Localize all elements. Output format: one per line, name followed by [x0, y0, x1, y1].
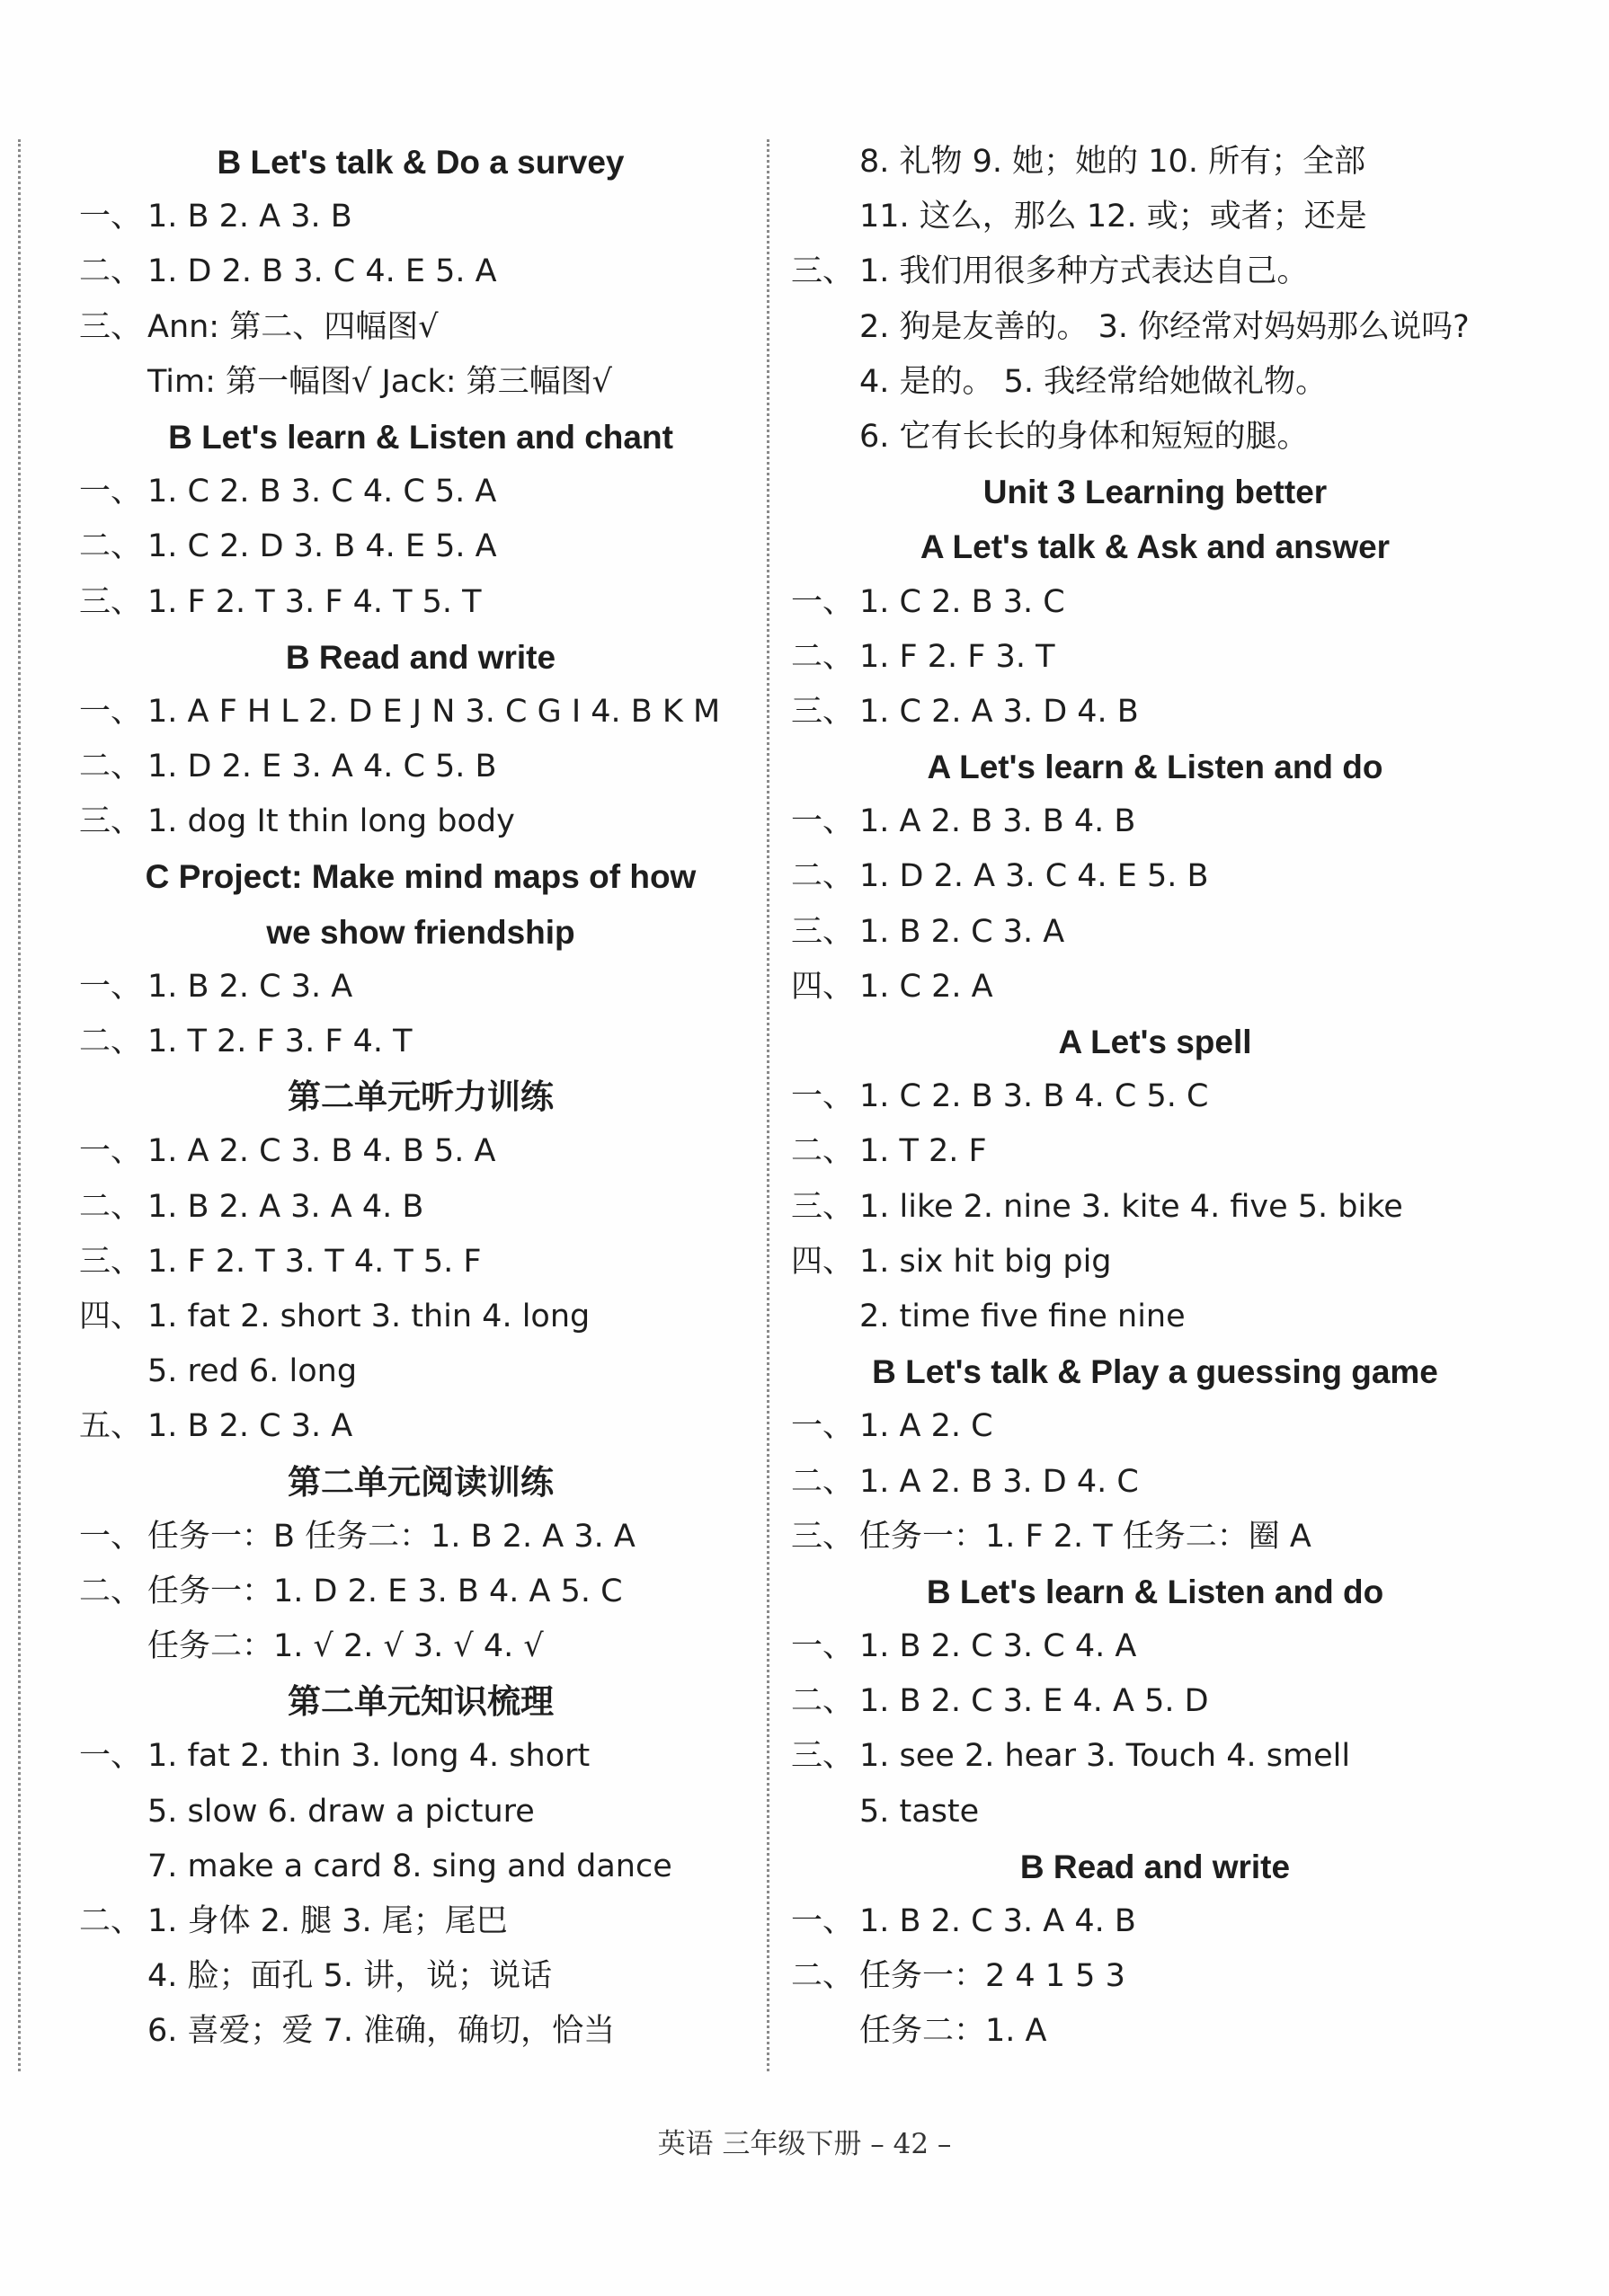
- section-heading: 第二单元阅读训练: [288, 1463, 554, 1501]
- answer-text: 1. B 2. C 3. A: [147, 968, 353, 1005]
- answer-line: [79, 575, 762, 630]
- answer-line: 5. taste: [859, 1793, 980, 1830]
- question-number: 三、: [791, 1738, 855, 1775]
- left-dotted-margin: [18, 139, 21, 2071]
- answer-text: 任务一：B 任务二：1. B 2. A 3. A: [147, 1518, 636, 1555]
- answer-text: 1. C 2. A 3. D 4. B: [859, 693, 1139, 730]
- question-number: 一、: [79, 693, 143, 730]
- section-heading: A Let's talk & Ask and answer: [920, 528, 1391, 566]
- answer-line: [79, 1399, 762, 1454]
- answer-line: [79, 300, 762, 355]
- answer-text: 1. C 2. B 3. B 4. C 5. C: [859, 1078, 1209, 1115]
- question-number: 二、: [791, 858, 855, 895]
- question-number: 一、: [79, 199, 143, 235]
- question-number: 三、: [791, 1518, 855, 1555]
- answer-text: 1. T 2. F: [859, 1133, 987, 1170]
- question-number: 三、: [79, 308, 143, 345]
- section-heading: A Let's learn & Listen and do: [927, 749, 1383, 786]
- section-heading: 第二单元听力训练: [288, 1078, 554, 1116]
- question-number: 二、: [79, 528, 143, 565]
- answer-text: 1. A 2. B 3. B 4. B: [859, 803, 1136, 840]
- answer-text: 1. six hit big pig: [859, 1243, 1112, 1280]
- answer-line: [79, 244, 762, 299]
- answer-line: [79, 1015, 762, 1069]
- answer-line: [791, 1619, 1519, 1674]
- question-number: 一、: [791, 583, 855, 620]
- section-heading: B Let's talk & Play a guessing game: [872, 1353, 1438, 1391]
- answer-text: 1. fat 2. short 3. thin 4. long: [147, 1298, 591, 1334]
- answer-line: 6. 喜爱；爱 7. 准确，确切，恰当: [147, 2013, 616, 2050]
- answer-text: 1. B 2. C 3. A: [859, 913, 1065, 950]
- answer-text: 1. D 2. B 3. C 4. E 5. A: [147, 253, 497, 290]
- page-footer: 英语 三年级下册 – 42 –: [657, 2128, 952, 2160]
- answer-line: 任务二：1. √ 2. √ 3. √ 4. √: [147, 1628, 544, 1665]
- question-number: 一、: [791, 1903, 855, 1939]
- answer-text: 1. B 2. A 3. A 4. B: [147, 1188, 424, 1225]
- section-heading: B Let's learn & Listen and do: [926, 1573, 1384, 1610]
- answer-text: 1. 我们用很多种方式表达自己。: [859, 253, 1309, 290]
- question-number: 二、: [791, 1133, 855, 1170]
- answer-text: 1. fat 2. thin 3. long 4. short: [147, 1738, 591, 1775]
- answer-line: [79, 190, 762, 244]
- answer-line: [791, 1510, 1519, 1565]
- question-number: 一、: [79, 1133, 143, 1170]
- question-number: 三、: [79, 583, 143, 620]
- answer-text: 任务一：2 4 1 5 3: [859, 1958, 1125, 1995]
- question-number: 四、: [79, 1298, 143, 1334]
- answer-text: 1. F 2. T 3. T 4. T 5. F: [147, 1243, 482, 1280]
- answer-line: [791, 1399, 1519, 1454]
- question-number: 三、: [791, 253, 855, 290]
- answer-line: 11. 这么，那么 12. 或；或者；还是: [859, 199, 1367, 235]
- answer-line: [79, 1729, 762, 1784]
- question-number: 四、: [791, 1243, 855, 1280]
- answer-text: 1. dog It thin long body: [147, 803, 515, 840]
- answer-text: Ann: 第二、四幅图√: [147, 308, 439, 345]
- answer-line: 8. 礼物 9. 她；她的 10. 所有；全部: [859, 144, 1366, 180]
- answer-line: [79, 1894, 762, 1949]
- question-number: 二、: [791, 638, 855, 675]
- answer-line: 6. 它有长长的身体和短短的腿。: [859, 418, 1309, 455]
- question-number: 五、: [79, 1408, 143, 1445]
- question-number: 二、: [79, 1024, 143, 1059]
- section-heading: B Read and write: [1019, 1848, 1291, 1885]
- answer-line: [791, 1455, 1519, 1510]
- answer-text: 1. B 2. A 3. B: [147, 199, 352, 235]
- answer-text: 1. D 2. E 3. A 4. C 5. B: [147, 749, 497, 785]
- right-column: [791, 135, 1519, 2060]
- question-number: 二、: [79, 1903, 143, 1939]
- question-number: 三、: [79, 1243, 143, 1280]
- question-number: 三、: [791, 693, 855, 730]
- answer-line: [79, 519, 762, 574]
- question-number: 三、: [791, 1188, 855, 1225]
- answer-text: 1. B 2. C 3. C 4. A: [859, 1628, 1137, 1665]
- answer-text: 1. B 2. C 3. A: [147, 1408, 353, 1445]
- answer-line: [79, 1235, 762, 1290]
- question-number: 三、: [791, 913, 855, 950]
- question-number: 二、: [79, 1573, 143, 1609]
- answer-line: [791, 849, 1519, 904]
- answer-line: [79, 740, 762, 794]
- question-number: 一、: [79, 1738, 143, 1775]
- answer-line: [791, 1674, 1519, 1729]
- answer-line: [791, 794, 1519, 849]
- answer-line: 4. 是的。 5. 我经常给她做礼物。: [859, 363, 1328, 400]
- column-divider: [767, 139, 769, 2071]
- answer-line: [791, 1949, 1519, 2004]
- question-number: 三、: [79, 803, 143, 840]
- answer-line: [79, 1510, 762, 1565]
- answer-line: Tim: 第一幅图√ Jack: 第三幅图√: [147, 363, 612, 400]
- answer-text: 1. A 2. C 3. B 4. B 5. A: [147, 1133, 496, 1170]
- answer-line: [791, 1069, 1519, 1124]
- answer-line: [79, 465, 762, 519]
- answer-text: 1. D 2. A 3. C 4. E 5. B: [859, 858, 1209, 895]
- section-heading: we show friendship: [266, 913, 575, 951]
- answer-line: [791, 575, 1519, 630]
- answer-text: 1. C 2. B 3. C 4. C 5. A: [147, 474, 497, 510]
- answer-line: [791, 1124, 1519, 1179]
- question-number: 二、: [79, 1188, 143, 1225]
- section-heading: C Project: Make mind maps of how: [145, 858, 697, 896]
- section-heading: Unit 3 Learning better: [982, 474, 1328, 511]
- question-number: 二、: [791, 1683, 855, 1720]
- answer-line: [791, 1729, 1519, 1784]
- question-number: 四、: [791, 968, 855, 1005]
- answer-text: 1. B 2. C 3. E 4. A 5. D: [859, 1683, 1209, 1720]
- question-number: 一、: [791, 1628, 855, 1665]
- question-number: 一、: [791, 1408, 855, 1445]
- question-number: 二、: [79, 749, 143, 785]
- answer-text: 1. like 2. nine 3. kite 4. five 5. bike: [859, 1188, 1403, 1225]
- answer-line: [791, 244, 1519, 299]
- question-number: 二、: [791, 1463, 855, 1500]
- answer-line: [79, 685, 762, 740]
- answer-line: [79, 1124, 762, 1179]
- question-number: 一、: [79, 1518, 143, 1555]
- answer-text: 任务一：1. D 2. E 3. B 4. A 5. C: [147, 1573, 623, 1609]
- answer-line: [791, 685, 1519, 740]
- answer-line: 4. 脸；面孔 5. 讲，说；说话: [147, 1958, 553, 1995]
- answer-text: 任务一：1. F 2. T 任务二：圈 A: [859, 1518, 1311, 1555]
- question-number: 二、: [79, 253, 143, 290]
- section-heading: 第二单元知识梳理: [288, 1683, 554, 1721]
- answer-text: 1. F 2. T 3. F 4. T 5. T: [147, 583, 482, 620]
- answer-line: 7. make a card 8. sing and dance: [147, 1848, 672, 1884]
- answer-line: [79, 1180, 762, 1235]
- answer-text: 1. A F H L 2. D E J N 3. C G I 4. B K M: [147, 693, 721, 730]
- answer-text: 1. C 2. D 3. B 4. E 5. A: [147, 528, 497, 565]
- answer-line: [79, 1565, 762, 1619]
- answer-line: 2. 狗是友善的。 3. 你经常对妈妈那么说吗?: [859, 308, 1470, 345]
- answer-line: [79, 794, 762, 849]
- answer-line: [791, 960, 1519, 1015]
- answer-line: 5. slow 6. draw a picture: [147, 1793, 535, 1830]
- section-heading: A Let's spell: [1058, 1024, 1252, 1060]
- answer-line: [791, 1894, 1519, 1949]
- question-number: 一、: [79, 968, 143, 1005]
- answer-text: 1. A 2. C: [859, 1408, 993, 1445]
- section-heading: B Let's talk & Do a survey: [217, 144, 625, 181]
- answer-line: [791, 1235, 1519, 1290]
- answer-line: [791, 1180, 1519, 1235]
- question-number: 一、: [791, 803, 855, 840]
- question-number: 一、: [791, 1078, 855, 1115]
- answer-text: 1. F 2. F 3. T: [859, 638, 1055, 675]
- question-number: 一、: [79, 474, 143, 510]
- section-heading: B Read and write: [285, 638, 556, 676]
- answer-text: 1. A 2. B 3. D 4. C: [859, 1463, 1139, 1500]
- answer-text: 1. T 2. F 3. F 4. T: [147, 1024, 413, 1059]
- answer-line: 2. time five fine nine: [859, 1298, 1186, 1334]
- answer-line: [791, 630, 1519, 685]
- answer-text: 1. see 2. hear 3. Touch 4. smell: [859, 1738, 1351, 1775]
- answer-line: [79, 1290, 762, 1344]
- question-number: 二、: [791, 1958, 855, 1995]
- answer-text: 1. C 2. B 3. C: [859, 583, 1065, 620]
- answer-text: 1. C 2. A: [859, 968, 993, 1005]
- left-column: [79, 135, 762, 2060]
- answer-text: 1. 身体 2. 腿 3. 尾；尾巴: [147, 1903, 508, 1939]
- answer-line: [79, 960, 762, 1015]
- answer-line: [791, 905, 1519, 960]
- section-heading: B Let's learn & Listen and chant: [168, 418, 673, 456]
- answer-line: 任务二：1. A: [859, 2013, 1047, 2050]
- answer-text: 1. B 2. C 3. A 4. B: [859, 1903, 1136, 1939]
- answer-line: 5. red 6. long: [147, 1353, 358, 1390]
